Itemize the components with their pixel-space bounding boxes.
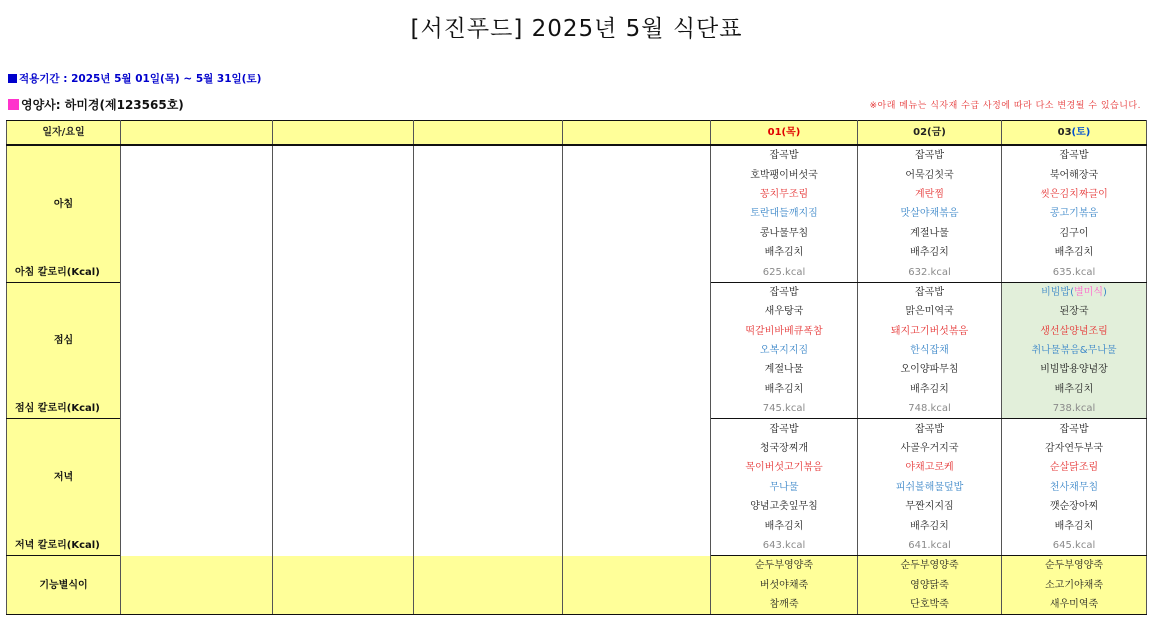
lunch-kcal-label: 점심 칼로리(Kcal) <box>7 399 121 419</box>
kcal-value: 632.kcal <box>858 262 1002 282</box>
menu-item: 한식잡채 <box>858 341 1002 360</box>
menu-item: 비빔밥(별미식) <box>1002 282 1147 302</box>
breakfast-label: 아침 <box>7 145 121 262</box>
menu-item: 배추김치 <box>858 380 1002 399</box>
menu-item: 깻순장아찌 <box>1002 497 1147 516</box>
kcal-value: 738.kcal <box>1002 399 1147 419</box>
change-notice: ※아래 메뉴는 식자재 수급 사정에 따라 다소 변경될 수 있습니다. <box>869 101 1141 111</box>
menu-item: 새우미역죽 <box>1002 595 1147 615</box>
kcal-value: 745.kcal <box>711 399 858 419</box>
menu-item: 배추김치 <box>711 380 858 399</box>
dietitian-text: 영양사: 하미경(제123565호) <box>21 98 184 112</box>
menu-item: 배추김치 <box>1002 516 1147 535</box>
menu-item: 버섯야채죽 <box>711 576 858 595</box>
header-empty-cell <box>121 121 273 146</box>
kcal-value: 643.kcal <box>711 536 858 556</box>
breakfast-row <box>7 145 1147 165</box>
empty-cell <box>273 145 414 282</box>
menu-item: 맑은미역국 <box>858 302 1002 321</box>
meal-table <box>6 120 1147 615</box>
empty-cell <box>563 556 711 615</box>
breakfast-kcal-label: 아침 칼로리(Kcal) <box>7 262 121 282</box>
menu-item: 순두부영양죽 <box>858 556 1002 576</box>
dinner-kcal-label: 저녁 칼로리(Kcal) <box>7 536 121 556</box>
menu-item: 새우탕국 <box>711 302 858 321</box>
apply-period <box>8 71 261 86</box>
menu-item: 참깨죽 <box>711 595 858 615</box>
menu-item: 순살닭조림 <box>1002 458 1147 477</box>
menu-item: 호박팽이버섯국 <box>711 165 858 184</box>
menu-item: 된장국 <box>1002 302 1147 321</box>
menu-item: 돼지고기버섯볶음 <box>858 322 1002 341</box>
menu-item: 소고기야채죽 <box>1002 576 1147 595</box>
blue-square-icon <box>8 74 17 83</box>
empty-cell <box>273 556 414 615</box>
menu-item: 콩고기볶음 <box>1002 204 1147 223</box>
menu-item: 배추김치 <box>1002 380 1147 399</box>
page-title: [서진푸드] 2025년 5월 식단표 <box>410 16 743 42</box>
kcal-value: 635.kcal <box>1002 262 1147 282</box>
empty-cell <box>121 419 273 556</box>
menu-item: 목이버섯고기볶음 <box>711 458 858 477</box>
dinner-row <box>7 419 1147 439</box>
empty-cell <box>563 419 711 556</box>
menu-item: 김구이 <box>1002 224 1147 243</box>
menu-item: 맛살야채볶음 <box>858 204 1002 223</box>
empty-cell <box>273 419 414 556</box>
lunch-label: 점심 <box>7 282 121 399</box>
menu-item: 계절나물 <box>858 224 1002 243</box>
menu-item: 배추김치 <box>711 516 858 535</box>
kcal-value: 641.kcal <box>858 536 1002 556</box>
menu-item: 잡곡밥 <box>858 282 1002 302</box>
menu-item: 청국장찌개 <box>711 439 858 458</box>
menu-item: 잡곡밥 <box>711 145 858 165</box>
pink-square-icon <box>8 99 19 110</box>
empty-cell <box>414 556 563 615</box>
apply-period-text: 적용기간 : 2025년 5월 01일(목) ~ 5월 31일(토) <box>19 73 262 85</box>
menu-item: 토란대들깨지짐 <box>711 204 858 223</box>
menu-item: 잡곡밥 <box>858 419 1002 439</box>
special-diet-row <box>7 556 1147 576</box>
empty-cell <box>414 419 563 556</box>
menu-item: 오복지지짐 <box>711 341 858 360</box>
header-empty-cell <box>273 121 414 146</box>
dietitian-info <box>8 96 184 113</box>
header-empty-cell <box>563 121 711 146</box>
menu-item: 떡갈비바베큐폭참 <box>711 322 858 341</box>
menu-item: 단호박죽 <box>858 595 1002 615</box>
kcal-value: 748.kcal <box>858 399 1002 419</box>
menu-item: 무나물 <box>711 478 858 497</box>
menu-item: 취나물볶음&무나물 <box>1002 341 1147 360</box>
menu-item: 순두부영양죽 <box>711 556 858 576</box>
menu-item: 생선살양념조림 <box>1002 322 1147 341</box>
special-tag: 별미식 <box>1074 286 1103 298</box>
special-diet-label: 기능별식이 <box>7 556 121 615</box>
header-day-1: 01(목) <box>711 121 858 146</box>
menu-item: 계절나물 <box>711 360 858 379</box>
header-date-label: 일자/요일 <box>7 121 121 146</box>
empty-cell <box>121 282 273 419</box>
menu-item: 배추김치 <box>858 516 1002 535</box>
menu-item: 무짠지지짐 <box>858 497 1002 516</box>
menu-item: 꽁치무조림 <box>711 185 858 204</box>
empty-cell <box>121 556 273 615</box>
empty-cell <box>414 145 563 282</box>
empty-cell <box>273 282 414 419</box>
menu-item: 잡곡밥 <box>858 145 1002 165</box>
menu-item: 잡곡밥 <box>711 282 858 302</box>
kcal-value: 625.kcal <box>711 262 858 282</box>
menu-item: 계란찜 <box>858 185 1002 204</box>
kcal-value: 645.kcal <box>1002 536 1147 556</box>
menu-item: 야채고로케 <box>858 458 1002 477</box>
header-day-3: 03(토) <box>1002 121 1147 146</box>
menu-item: 어묵김칫국 <box>858 165 1002 184</box>
menu-item: 감자연두부국 <box>1002 439 1147 458</box>
menu-item: 천사채무침 <box>1002 478 1147 497</box>
lunch-row <box>7 282 1147 302</box>
menu-item: 배추김치 <box>1002 243 1147 262</box>
header-day-2: 02(금) <box>858 121 1002 146</box>
empty-cell <box>121 145 273 282</box>
menu-item: 오이양파무침 <box>858 360 1002 379</box>
dinner-label: 저녁 <box>7 419 121 536</box>
menu-item: 씻은김치짜글이 <box>1002 185 1147 204</box>
menu-item: 피쉬볼해물덮밥 <box>858 478 1002 497</box>
empty-cell <box>414 282 563 419</box>
menu-item: 양념고춧잎무침 <box>711 497 858 516</box>
header-empty-cell <box>414 121 563 146</box>
menu-item: 영양닭죽 <box>858 576 1002 595</box>
menu-item: 북어해장국 <box>1002 165 1147 184</box>
menu-item: 비빔밥용양념장 <box>1002 360 1147 379</box>
header-row <box>7 121 1147 146</box>
menu-item: 배추김치 <box>711 243 858 262</box>
menu-item: 잡곡밥 <box>711 419 858 439</box>
empty-cell <box>563 145 711 282</box>
empty-cell <box>563 282 711 419</box>
menu-item: 콩나물무침 <box>711 224 858 243</box>
menu-item: 잡곡밥 <box>1002 145 1147 165</box>
menu-item: 잡곡밥 <box>1002 419 1147 439</box>
menu-item: 순두부영양죽 <box>1002 556 1147 576</box>
menu-item: 사골우거지국 <box>858 439 1002 458</box>
menu-item: 배추김치 <box>858 243 1002 262</box>
